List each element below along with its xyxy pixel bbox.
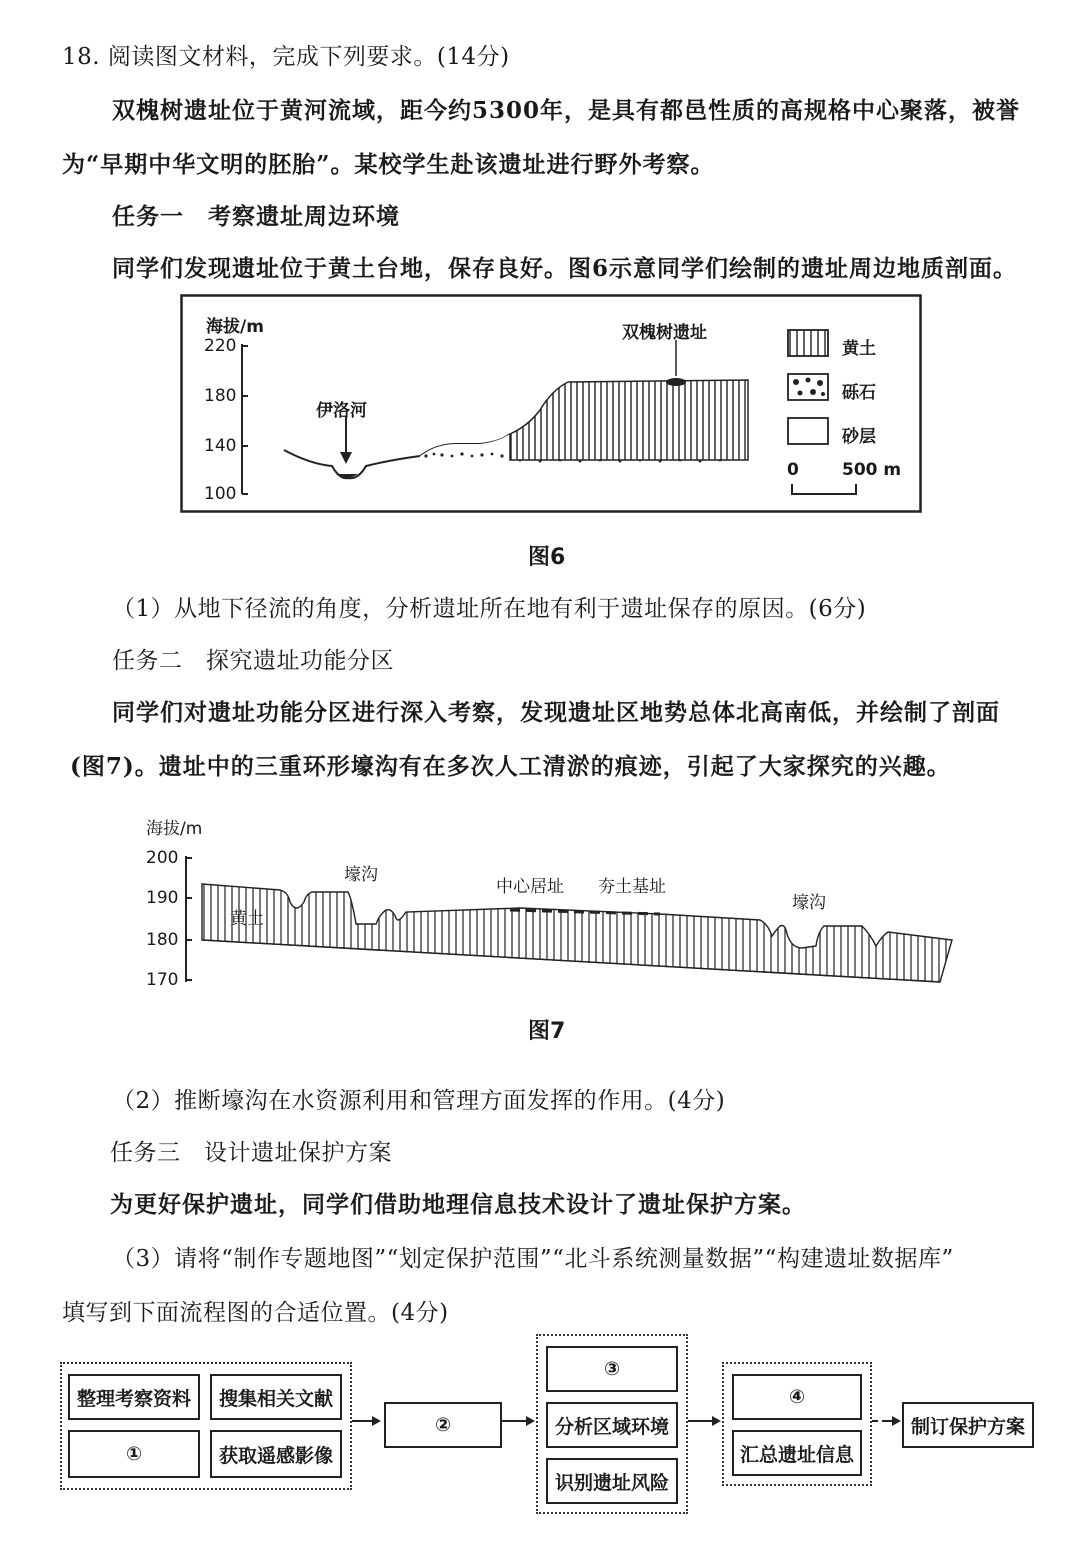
flow-arrow-1 [352,1414,382,1428]
flow-box-summarize-info: 汇总遗址信息 [732,1430,862,1476]
flow-box-blank-1: ① [68,1430,200,1478]
task3-title: 任务三 设计遗址保护方案 [110,1140,392,1166]
fig7-ylabel: 海拔/m [146,819,203,839]
task1-text: 同学们发现遗址位于黄土台地，保存良好。图6示意同学们绘制的遗址周边地质剖面。 [112,255,1018,282]
task2-text-1: 同学们对遗址功能分区进行深入考察，发现遗址区地势总体北高南低，并绘制了剖面 [112,699,1000,726]
task2-text-2: (图7)。遗址中的三重环形壕沟有在多次人工清淤的痕迹，引起了大家探究的兴趣。 [70,753,951,780]
flow-box-identify-risks: 识别遗址风险 [546,1458,678,1504]
fig7-tick-180: 180 [146,930,179,950]
fig6-caption: 图6 [528,545,566,570]
fig7-rammed-earth: 夯土基址 [598,877,666,897]
fig7-moat-right: 壕沟 [792,893,826,913]
flow-box-final-plan: 制订保护方案 [902,1402,1034,1448]
task1-title: 任务一 考察遗址周边环境 [112,203,400,230]
figure-6-site-marker [666,378,686,386]
flow-box-blank-2: ② [384,1402,502,1448]
legend-sand-label: 砂层 [842,427,876,447]
flow-box-remote-sensing: 获取遥感影像 [210,1430,342,1478]
flow-arrow-2 [502,1414,536,1428]
fig7-caption: 图7 [528,1019,566,1044]
intro-line-2: 为“早期中华文明的胚胎”。某校学生赴该遗址进行野外考察。 [62,151,715,178]
scale-start-label: 0 [787,460,799,480]
legend-sand-swatch [788,418,828,444]
fig6-tick-220: 220 [204,336,237,356]
task3-text: 为更好保护遗址，同学们借助地理信息技术设计了遗址保护方案。 [110,1191,806,1218]
fig7-loess-label: 黄土 [230,909,264,929]
figure-6 [180,294,922,514]
question-3-line-1: （3）请将“制作专题地图”“划定保护范围”“北斗系统测量数据”“构建遗址数据库” [112,1246,954,1272]
figure-7 [140,840,970,1000]
fig7-center-site: 中心居址 [496,877,564,897]
fig6-tick-180: 180 [204,386,237,406]
flow-box-analyze-environment: 分析区域环境 [546,1402,678,1448]
task2-title: 任务二 探究遗址功能分区 [112,648,394,674]
question-1: （1）从地下径流的角度，分析遗址所在地有利于遗址保存的原因。(6分) [112,596,867,622]
flow-arrow-3 [688,1414,722,1428]
fig7-moat-left: 壕沟 [344,865,378,885]
question-2: （2）推断壕沟在水资源利用和管理方面发挥的作用。(4分) [112,1088,726,1114]
fig6-ylabel: 海拔/m [206,317,264,337]
legend-gravel-label: 砾石 [842,383,876,403]
flow-box-blank-3: ③ [546,1346,678,1392]
flow-arrow-4 [872,1414,902,1428]
legend-loess-label: 黄土 [842,339,876,359]
figure-7-loess-profile [202,884,952,982]
flow-box-organize-materials: 整理考察资料 [68,1374,200,1420]
fig7-tick-200: 200 [146,848,179,868]
fig7-tick-170: 170 [146,970,179,990]
flow-box-collect-literature: 搜集相关文献 [210,1374,342,1420]
fig6-tick-140: 140 [204,436,237,456]
flow-box-blank-4: ④ [732,1374,862,1420]
scale-end-label: 500 m [842,460,902,480]
legend-loess-swatch [788,330,828,356]
fig6-river-label: 伊洛河 [316,401,367,421]
fig6-tick-100: 100 [204,484,237,504]
intro-line-1: 双槐树遗址位于黄河流域，距今约5300年，是具有都邑性质的高规格中心聚落，被誉 [112,97,1021,124]
question-header: 18. 阅读图文材料，完成下列要求。(14分) [62,44,510,70]
fig7-tick-190: 190 [146,888,179,908]
question-3-line-2: 填写到下面流程图的合适位置。(4分) [62,1300,449,1326]
fig6-site-label: 双槐树遗址 [622,323,707,343]
